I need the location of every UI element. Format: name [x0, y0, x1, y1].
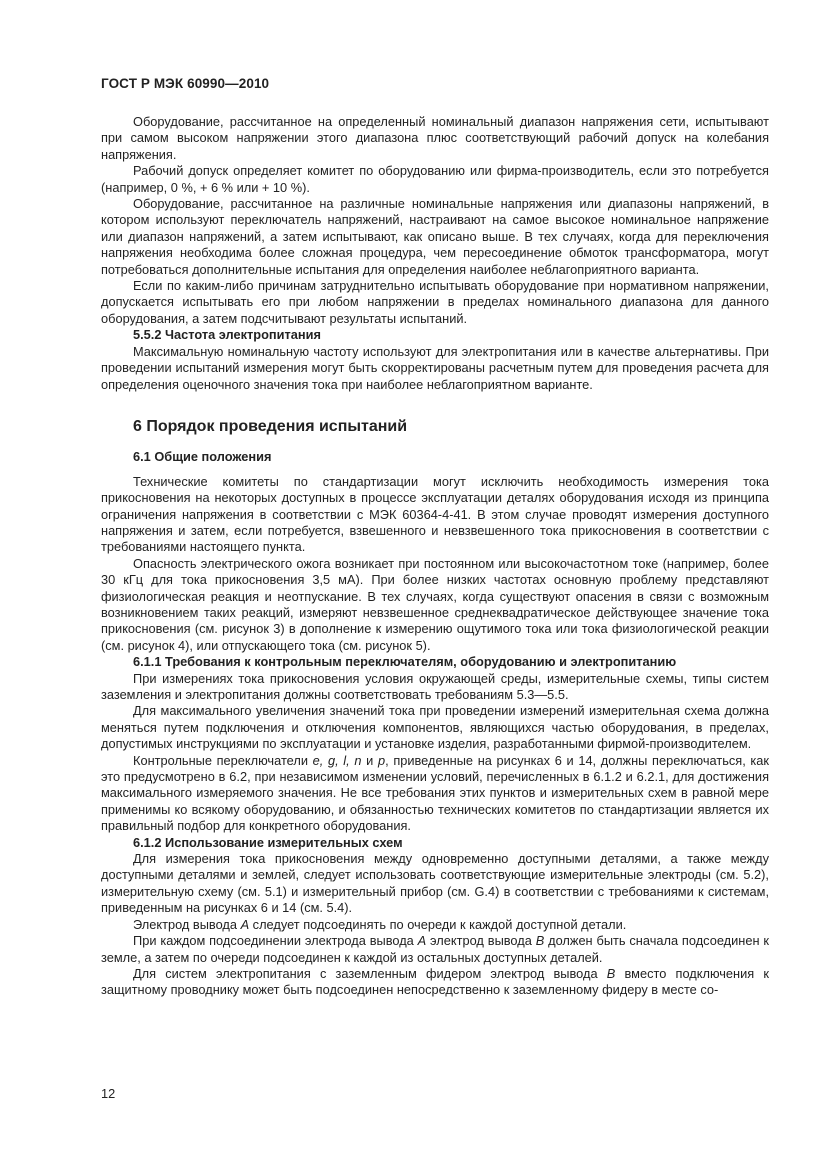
section-heading-6-1-2: 6.1.2 Использование измерительных схем	[133, 834, 403, 850]
paragraph: Технические комитеты по стандартизации могут исключить необходимость измерения тока прикосновения на некоторых доступных в процессе эксплуатации деталях оборудования исходя из принципа ограничения напряжения в соответствии с МЭК 60364-4-41. В этом случае проводят измерения доступного напряжения и затем, если потребуется, взвешенного и невзвешенного тока прикосновения в соответствии с требованиями настоящего пункта.	[101, 473, 769, 555]
page-number: 12	[101, 1086, 116, 1101]
standard-title: ГОСТ Р МЭК 60990—2010	[101, 76, 270, 91]
paragraph: Электрод вывода А следует подсоединять по очереди к каждой доступной детали.	[133, 916, 627, 932]
paragraph: При измерениях тока прикосновения условия окружающей среды, измерительные схемы, типы систем заземления и электропитания должны соответствовать требованиям 5.3—5.5.	[101, 670, 769, 702]
section-heading-6-1-1: 6.1.1 Требования к контрольным переключателям, оборудованию и электропитанию	[133, 654, 677, 670]
paragraph: Для максимального увеличения значений тока при проведении измерений измерительная схема должна меняться путем подключения и отключения компонентов, являющихся частью оборудования, в пределах, допустимых инструкциями по эксплуатации и установке изделия, разработанными фирмой-производителем.	[101, 703, 769, 752]
paragraph: При каждом подсоединении электрода вывода А электрод вывода В должен быть сначала подсоединен к земле, а затем по очереди подсоединен к каждой из остальных доступных деталей.	[101, 933, 769, 965]
paragraph: Оборудование, рассчитанное на определенный номинальный диапазон напряжения сети, испытывают при самом высоком напряжении этого диапазона плюс соответствующий рабочий допуск на колебания напряжения.	[101, 114, 769, 162]
paragraph: Оборудование, рассчитанное на различные номинальные напряжения или диапазоны напряжений, в котором используют переключатель напряжений, настраивают на самое высокое номинальное напряжение или диапазон напряжений, а затем испытывают, как описано выше. В тех случаях, когда для переключения напряжения необходима более сложная процедура, чем пересоединение обмоток трансформатора, могут потребоваться дополнительные испытания для определения наиболее неблагоприятного варианта.	[101, 196, 769, 277]
section-heading-6: 6 Порядок проведения испытаний	[133, 417, 408, 435]
paragraph: Если по каким-либо причинам затруднительно испытывать оборудование при нормативном напряжении, допускается испытывать его при любом напряжении в пределах номинального диапазона для данного оборудования, а затем подсчитывают результаты испытаний.	[101, 278, 769, 326]
page-body	[101, 114, 769, 999]
paragraph: Рабочий допуск определяет комитет по оборудованию или фирма-производитель, если это потребуется (например, 0 %, + 6 % или + 10 %).	[101, 163, 769, 195]
section-heading-6-1: 6.1 Общие положения	[133, 449, 272, 465]
paragraph: Максимальную номинальную частоту используют для электропитания или в качестве альтернативы. При проведении испытаний измерения могут быть скорректированы расчетным путем для проведения расчета для определения оценочного значения тока при наиболее неблагоприятном варианте.	[101, 343, 769, 392]
paragraph: Для систем электропитания с заземленным фидером электрод вывода В вместо подключения к защитному проводнику может быть подсоединен непосредственно к заземленному фидеру в месте со-	[101, 965, 769, 998]
section-heading-5-5-2: 5.5.2 Частота электропитания	[133, 327, 321, 343]
paragraph: Контрольные переключатели e, g, l, n и p, приведенные на рисунках 6 и 14, должны переключаться, как это предусмотрено в 6.2, при независимом изменении условий, перечисленных в 6.1.2 и 6.2.1, для достижения максимального измеряемого значения. Не все требования этих пунктов и измерительных схем в равной мере применимы ко всякому оборудованию, и обязанностью технических комитетов по стандартизации является их правильный подбор для конкретного оборудования.	[101, 752, 770, 834]
paragraph: Для измерения тока прикосновения между одновременно доступными деталями, а также между доступными деталями и землей, следует использовать соответствующие измерительные электроды (см. 5.2), измерительную схему (см. 5.1) и измерительный прибор (см. G.4) в соответствии с требованиями к системам, приведенным на рисунках 6 и 14 (см. 5.4).	[101, 851, 769, 916]
paragraph: Опасность электрического ожога возникает при постоянном или высокочастотном токе (например, более 30 кГц для тока прикосновения 3,5 мА). При более низких частотах основную проблему представляют физиологическая реакция и неотпускание. В тех случаях, когда существуют опасения в связи с возможным возникновением таких реакций, измеряют невзвешенное среднеквадратическое действующее значение тока прикосновения (см. рисунок 3) в дополнение к измерению ощутимого тока или тока физиологической реакции (см. рисунок 4), или отпускающего тока (см. рисунок 5).	[101, 555, 769, 653]
